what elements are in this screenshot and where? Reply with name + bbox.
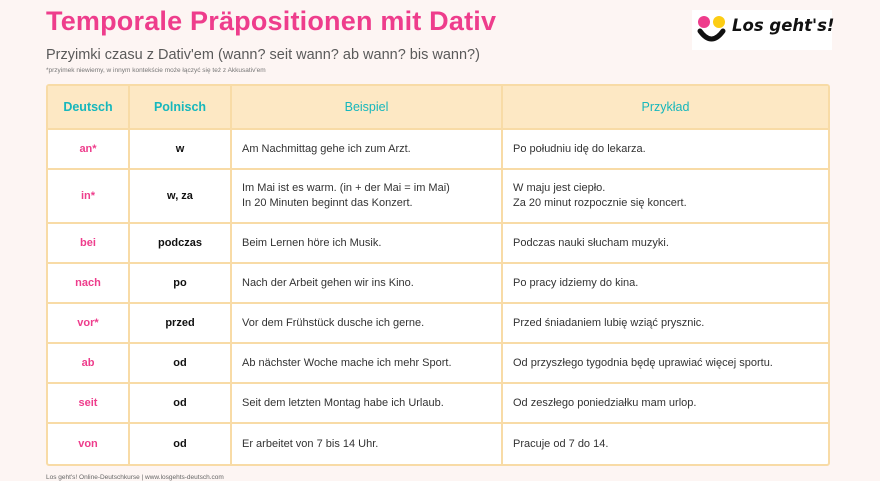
cell-beispiel	[232, 384, 503, 424]
cell-polnisch: podczas	[130, 224, 232, 264]
cell-polnisch: w	[130, 130, 232, 170]
cell-deutsch: seit	[48, 384, 130, 424]
cell-przyklad	[503, 224, 828, 264]
table-row	[48, 424, 828, 464]
cell-przyklad	[503, 344, 828, 384]
example-line: Przed śniadaniem lubię wziąć prysznic.	[513, 316, 705, 329]
cell-beispiel	[232, 224, 503, 264]
prepositions-table	[46, 84, 830, 466]
example-line: Po pracy idziemy do kina.	[513, 276, 639, 289]
example-line: Ab nächster Woche mache ich mehr Sport.	[242, 356, 452, 369]
example-line: Am Nachmittag gehe ich zum Arzt.	[242, 142, 411, 155]
example-line: Pracuje od 7 do 14.	[513, 437, 609, 450]
example-line: Seit dem letzten Montag habe ich Urlaub.	[242, 396, 444, 409]
cell-polnisch: przed	[130, 304, 232, 344]
example-line: Od przyszłego tygodnia będę uprawiać więcej sportu.	[513, 356, 773, 369]
header-beispiel: Beispiel	[232, 86, 503, 130]
footnote: *przyimek niewiemy, w innym kontekście może łączyć się też z Akkusativ'em	[46, 67, 266, 74]
cell-przyklad	[503, 384, 828, 424]
smiley-logo-icon	[696, 14, 730, 46]
cell-beispiel	[232, 344, 503, 384]
footer: Los geht's! Online-Deutschkurse | www.losgehts-deutsch.com	[46, 474, 224, 481]
cell-polnisch: w, za	[130, 170, 232, 224]
table-row	[48, 170, 828, 224]
header-przyklad: Przykład	[503, 86, 828, 130]
example-line: Podczas nauki słucham muzyki.	[513, 236, 669, 249]
example-line: Er arbeitet von 7 bis 14 Uhr.	[242, 437, 379, 450]
cell-deutsch: in*	[48, 170, 130, 224]
cell-deutsch: an*	[48, 130, 130, 170]
table-row	[48, 224, 828, 264]
cell-deutsch: bei	[48, 224, 130, 264]
cell-deutsch: nach	[48, 264, 130, 304]
header-deutsch: Deutsch	[48, 86, 130, 130]
cell-przyklad	[503, 170, 828, 224]
cell-przyklad	[503, 424, 828, 464]
logo-text: Los geht's!	[732, 16, 835, 35]
example-line: Im Mai ist es warm. (in + der Mai = im Mai)	[242, 182, 450, 194]
cell-polnisch: od	[130, 384, 232, 424]
example-line: Vor dem Frühstück dusche ich gerne.	[242, 316, 425, 329]
cell-deutsch: von	[48, 424, 130, 464]
example-line: W maju jest ciepło.	[513, 182, 606, 194]
example-line: Od zeszłego poniedziałku mam urlop.	[513, 396, 697, 409]
page-subtitle: Przyimki czasu z Dativ'em (wann? seit wann? ab wann? bis wann?)	[46, 47, 480, 63]
example-line: Za 20 minut rozpocznie się koncert.	[513, 197, 687, 209]
cell-beispiel	[232, 264, 503, 304]
cell-beispiel	[232, 424, 503, 464]
example-line: In 20 Minuten beginnt das Konzert.	[242, 197, 413, 209]
table-row	[48, 304, 828, 344]
cell-polnisch: po	[130, 264, 232, 304]
example-line: Po południu idę do lekarza.	[513, 142, 646, 155]
logo	[692, 10, 835, 50]
table-row	[48, 130, 828, 170]
example-line: Nach der Arbeit gehen wir ins Kino.	[242, 276, 414, 289]
cell-przyklad	[503, 130, 828, 170]
header-polnisch: Polnisch	[130, 86, 232, 130]
cell-polnisch: od	[130, 424, 232, 464]
cell-przyklad	[503, 304, 828, 344]
cell-beispiel	[232, 304, 503, 344]
page-title: Temporale Präpositionen mit Dativ	[46, 6, 497, 36]
cell-beispiel	[232, 170, 503, 224]
table-header-row	[48, 86, 828, 130]
cell-beispiel	[232, 130, 503, 170]
example-line: Beim Lernen höre ich Musik.	[242, 236, 382, 249]
table-row	[48, 384, 828, 424]
cell-deutsch: ab	[48, 344, 130, 384]
cell-polnisch: od	[130, 344, 232, 384]
table-row	[48, 344, 828, 384]
table-row	[48, 264, 828, 304]
cell-przyklad	[503, 264, 828, 304]
cell-deutsch: vor*	[48, 304, 130, 344]
